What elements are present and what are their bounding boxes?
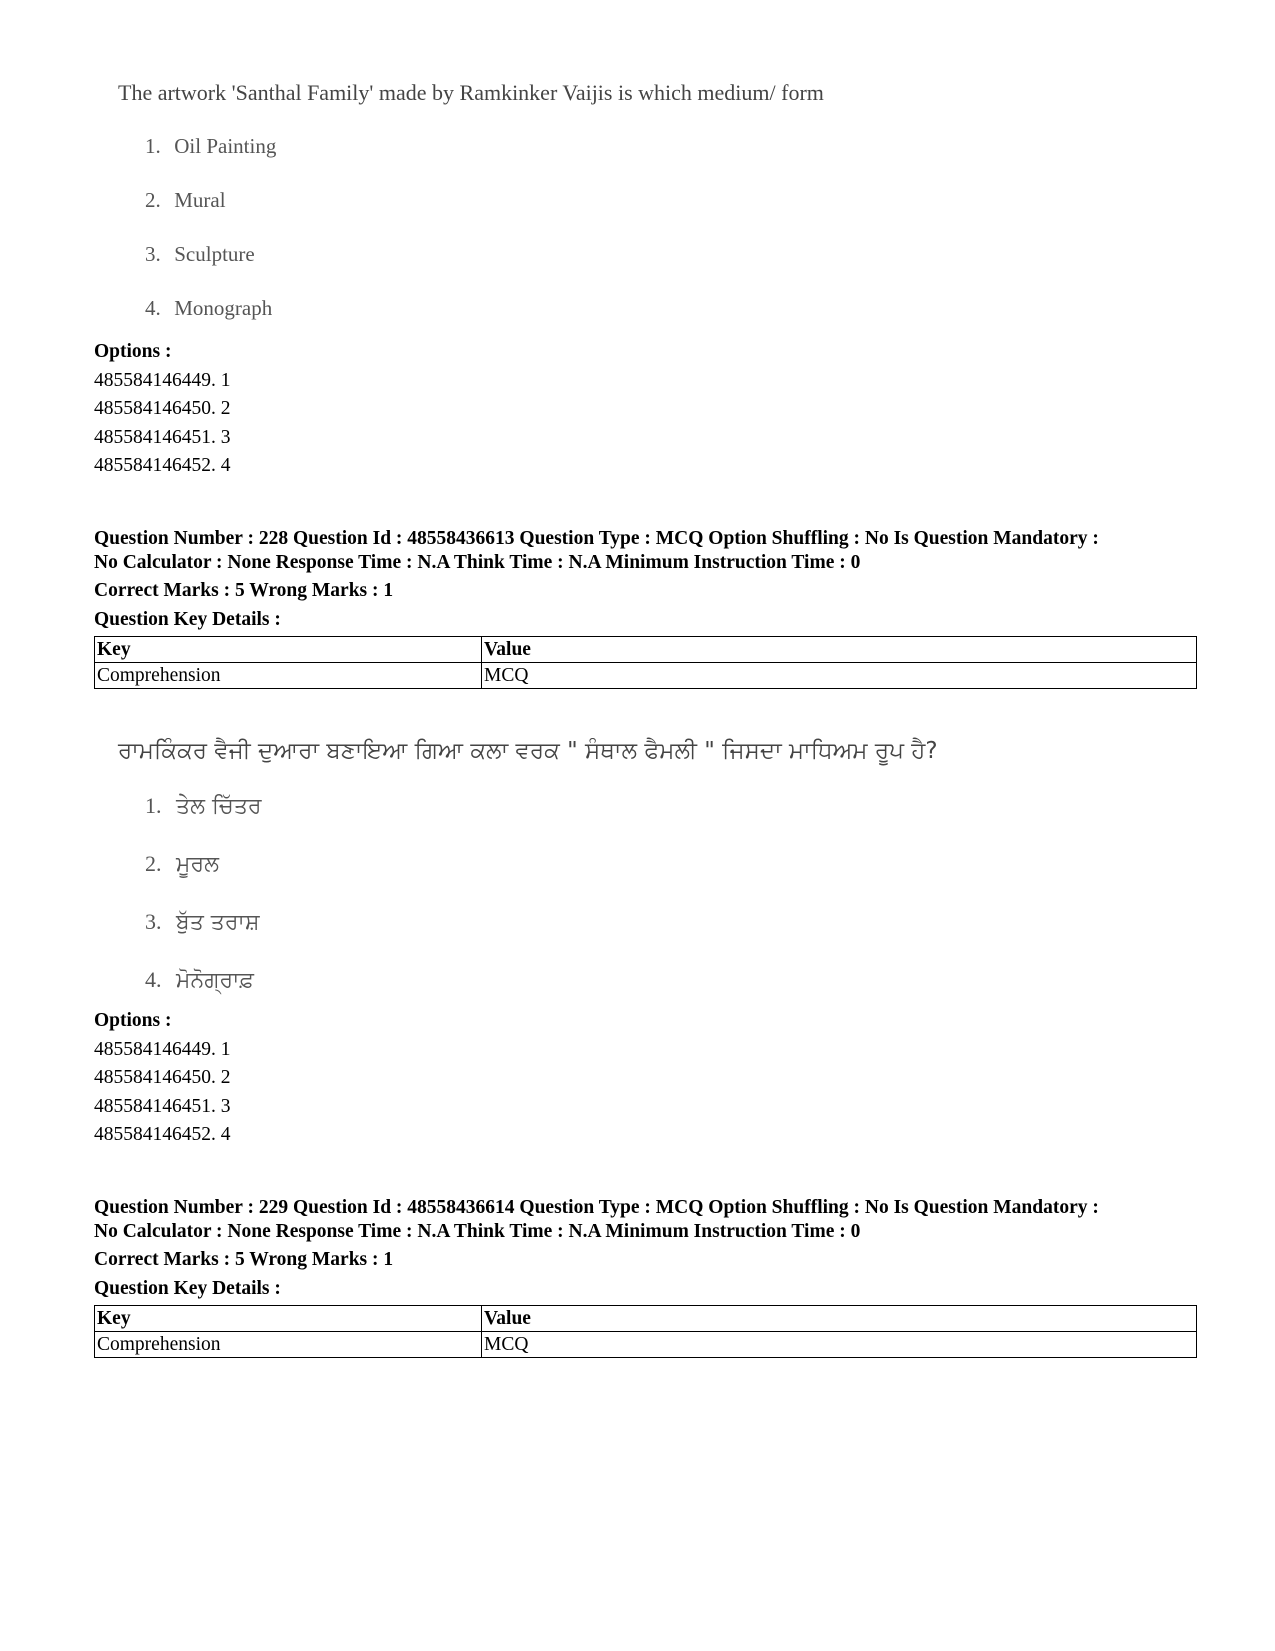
choice-text: ਮੂਰਲ: [176, 852, 219, 877]
option-item: 485584146449. 1: [94, 369, 231, 391]
options-label: Options :: [94, 1010, 172, 1031]
choice-item: [145, 965, 938, 1023]
choice-item: [145, 186, 824, 240]
choice-number: 1.: [145, 134, 161, 158]
options-label: Options :: [94, 341, 172, 362]
table-header-value: Value: [482, 1306, 1197, 1332]
choice-text: Oil Painting: [174, 134, 277, 158]
choice-item: [145, 294, 824, 348]
table-header-key: Key: [95, 637, 482, 663]
options-block: [94, 338, 231, 481]
choice-text: Mural: [174, 188, 226, 212]
marks-line: Correct Marks : 5 Wrong Marks : 1: [94, 580, 394, 601]
choice-number: 1.: [145, 793, 162, 818]
question-meta-228: [94, 527, 1197, 689]
table-row: [95, 663, 1197, 689]
choice-item: [145, 791, 938, 849]
table-header-row: [95, 637, 1197, 663]
choice-text: ਮੋਨੋਗ੍ਰਾਫ਼: [176, 968, 254, 993]
option-item: 485584146449. 1: [94, 1038, 231, 1060]
options-block: [94, 1007, 231, 1150]
table-cell-key: Comprehension: [95, 1332, 482, 1358]
choice-number: 2.: [145, 188, 161, 212]
option-item: 485584146450. 2: [94, 398, 231, 419]
choice-text: Monograph: [174, 296, 273, 320]
option-item: 485584146450. 2: [94, 1067, 231, 1088]
question-meta-line: Question Number : 229 Question Id : 48558436614 Question Type : MCQ Option Shuffling : No Is Question Mandatory :: [94, 1197, 1099, 1218]
question-image-punjabi: [118, 736, 938, 1023]
choice-item: [145, 240, 824, 294]
table-cell-key: Comprehension: [95, 663, 482, 689]
table-cell-value: MCQ: [482, 663, 1197, 689]
key-details-table: [94, 1305, 1197, 1358]
option-item: 485584146452. 4: [94, 1124, 231, 1145]
key-details-label: Question Key Details :: [94, 1277, 281, 1299]
question-text: The artwork 'Santhal Family' made by Ramkinker Vaijis is which medium/ form: [118, 80, 824, 105]
choice-number: 4.: [145, 296, 161, 320]
option-item: 485584146451. 3: [94, 1095, 231, 1117]
key-details-table: [94, 636, 1197, 689]
choice-text: ਬੁੱਤ ਤਰਾਸ਼: [176, 910, 260, 935]
table-header-key: Key: [95, 1306, 482, 1332]
choice-number: 4.: [145, 967, 162, 992]
choice-text: Sculpture: [174, 242, 255, 266]
choice-item: [145, 907, 938, 965]
table-cell-value: MCQ: [482, 1332, 1197, 1358]
question-meta-line: No Calculator : None Response Time : N.A Think Time : N.A Minimum Instruction Time : 0: [94, 551, 861, 573]
question-text: ਰਾਮਕਿੰਕਰ ਵੈਜੀ ਦੁਆਰਾ ਬਣਾਇਆ ਗਿਆ ਕਲਾ ਵਰਕ " ਸੰਥਾਲ ਫੈਮਲੀ " ਜਿਸਦਾ ਮਾਧਿਅਮ ਰੂਪ ਹੈ?: [118, 738, 938, 764]
table-row: [95, 1332, 1197, 1358]
option-item: 485584146452. 4: [94, 455, 231, 476]
choice-number: 2.: [145, 851, 162, 876]
table-header-value: Value: [482, 637, 1197, 663]
question-meta-line: No Calculator : None Response Time : N.A Think Time : N.A Minimum Instruction Time : 0: [94, 1220, 861, 1242]
choice-number: 3.: [145, 242, 161, 266]
marks-line: Correct Marks : 5 Wrong Marks : 1: [94, 1249, 394, 1270]
choice-item: [145, 849, 938, 907]
choice-text: ਤੇਲ ਚਿੱਤਰ: [176, 794, 262, 819]
key-details-label: Question Key Details :: [94, 608, 281, 630]
table-header-row: [95, 1306, 1197, 1332]
question-image-english: [118, 80, 824, 348]
option-item: 485584146451. 3: [94, 426, 231, 448]
choice-number: 3.: [145, 909, 162, 934]
question-meta-line: Question Number : 228 Question Id : 48558436613 Question Type : MCQ Option Shuffling : No Is Question Mandatory :: [94, 528, 1099, 549]
choice-item: [145, 132, 824, 186]
question-meta-229: [94, 1196, 1197, 1358]
